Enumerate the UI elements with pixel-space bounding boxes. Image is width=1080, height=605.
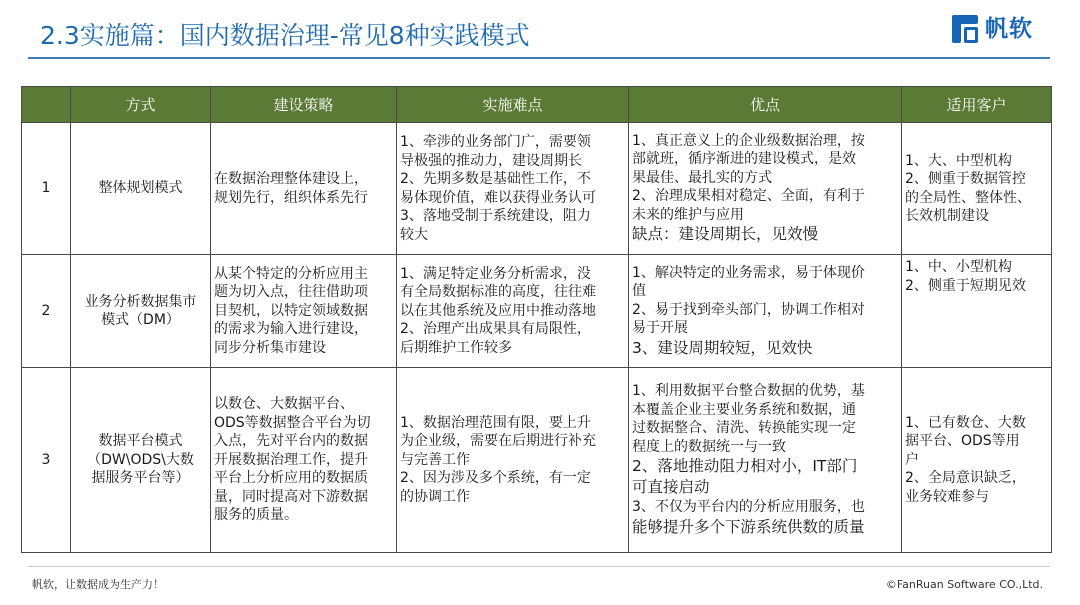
difficulty-line: 较大 [400, 226, 428, 243]
advantages-line: 缺点：建设周期长，见效慢 [632, 225, 819, 244]
strategy-line: 服务的质量。 [214, 507, 298, 524]
table-row [22, 368, 1052, 553]
difficulty-line: 以在其他系统及应用中推动落地 [400, 302, 596, 319]
brand-name: 帆软 [985, 16, 1033, 42]
customers-line: 长效机制建设 [905, 208, 989, 224]
difficulty-line: 3、落地受制于系统建设，阻力 [400, 208, 591, 224]
difficulty-line: 1、满足特定业务分析需求，没 [400, 265, 591, 282]
difficulty-line: 2、因为涉及多个系统，有一定 [400, 470, 591, 487]
title-divider [28, 57, 1050, 59]
mode-cell [71, 255, 211, 368]
advantages-line: 1、真正意义上的企业级数据治理，按 [632, 132, 865, 149]
practice-mode-table [21, 86, 1052, 553]
header-strategy: 建设策略 [211, 87, 397, 123]
strategy-line: 同步分析集市建设 [214, 339, 326, 356]
advantages-cell [629, 255, 902, 368]
strategy-cell [211, 368, 397, 553]
mode-line: 模式（DM） [101, 312, 180, 328]
mode-line: （DW\ODS\大数 [87, 451, 194, 468]
header-index [22, 87, 71, 123]
customers-line: 2、侧重于数据管控 [905, 171, 1026, 187]
strategy-line: 的需求为输入进行建设， [214, 321, 368, 338]
strategy-line: 入点，先对平台内的数据 [214, 433, 368, 450]
strategy-line: 开展数据治理工作，提升 [214, 451, 368, 468]
footer-slogan: 帆软，让数据成为生产力！ [32, 578, 164, 591]
strategy-line: 在数据治理整体建设上， [214, 171, 368, 187]
advantages-line: 2、落地推动阻力相对小，IT部门 [632, 457, 858, 476]
header-customers: 适用客户 [902, 87, 1052, 123]
advantages-line: 2、治理成果相对稳定、全面，有利于 [632, 188, 865, 205]
customers-line: 2、全局意识缺乏， [905, 470, 1026, 487]
table-row [22, 255, 1052, 368]
customers-line: 1、中、小型机构 [905, 259, 1012, 275]
difficulty-line: 易体现价值，难以获得业务认可 [400, 189, 596, 206]
difficulty-line: 1、数据治理范围有限，要上升 [400, 414, 591, 431]
strategy-line: 平台上分析应用的数据质 [214, 470, 368, 487]
footer-divider [28, 566, 1050, 567]
row-index: 3 [22, 368, 71, 553]
mode-line: 业务分析数据集市 [84, 293, 197, 310]
header-advantages: 优点 [629, 87, 902, 123]
advantages-line: 1、解决特定的业务需求，易于体现价 [632, 264, 865, 281]
customers-line: 据平台、ODS等用 [905, 433, 1020, 450]
advantages-line: 部就班，循序渐进的建设模式，是效 [632, 151, 856, 168]
customers-line: 业务较难参与 [905, 488, 989, 505]
page-title: 2.3实施篇：国内数据治理-常见8种实践模式 [40, 21, 530, 50]
strategy-line: 题为切入点，往往借助项 [214, 284, 368, 301]
table-row [22, 123, 1052, 255]
header-difficulty: 实施难点 [397, 87, 629, 123]
advantages-line: 未来的维护与应用 [632, 206, 744, 223]
strategy-line: 从某个特定的分析应用主 [214, 265, 368, 282]
difficulty-line: 的协调工作 [400, 488, 470, 505]
difficulty-line: 1、牵涉的业务部门广，需要领 [400, 134, 591, 150]
advantages-line: 果最佳、最扎实的方式 [632, 169, 772, 186]
strategy-line: 目契机，以特定领域数据 [214, 302, 368, 319]
brand-logo [951, 12, 1033, 46]
mode-line: 整体规划模式 [98, 180, 183, 197]
advantages-line: 1、利用数据平台整合数据的优势，基 [632, 383, 865, 400]
table-header-row [22, 87, 1052, 123]
customers-line: 2、侧重于短期见效 [905, 277, 1026, 294]
difficulty-line: 有全局数据标准的高度，往往难 [400, 284, 596, 301]
customers-line: 的全局性、整体性、 [905, 189, 1031, 206]
fanruan-logo-icon [951, 14, 979, 44]
strategy-line: 规划先行，组织体系先行 [214, 189, 368, 206]
row-index: 2 [22, 255, 71, 368]
row-index: 1 [22, 123, 71, 255]
customers-line: 1、大、中型机构 [905, 152, 1012, 169]
customers-cell [902, 368, 1052, 553]
advantages-line: 易于开展 [632, 320, 688, 336]
advantages-line: 能够提升多个下游系统供数的质量 [632, 517, 865, 536]
difficulty-line: 导极强的推动力，建设周期长 [400, 152, 582, 169]
advantages-cell [629, 123, 902, 255]
advantages-line: 值 [632, 283, 646, 299]
difficulty-line: 为企业级，需要在后期进行补充 [400, 433, 596, 450]
difficulty-line: 2、先期多数是基础性工作，不 [400, 171, 591, 187]
mode-line: 据服务平台等） [91, 470, 190, 487]
mode-cell [71, 368, 211, 553]
advantages-line: 3、建设周期较短，见效快 [632, 338, 813, 357]
difficulty-cell [397, 368, 629, 553]
advantages-line: 程度上的数据统一与一致 [632, 438, 786, 455]
strategy-cell [211, 123, 397, 255]
header-mode: 方式 [71, 87, 211, 123]
difficulty-line: 后期维护工作较多 [400, 339, 512, 356]
customers-line: 1、已有数仓、大数 [905, 414, 1026, 431]
advantages-line: 可直接启动 [632, 478, 710, 497]
difficulty-line: 与完善工作 [400, 451, 470, 468]
advantages-line: 3、不仅为平台内的分析应用服务，也 [632, 499, 865, 516]
difficulty-cell [397, 255, 629, 368]
difficulty-cell [397, 123, 629, 255]
advantages-line: 本覆盖企业主要业务系统和数据，通 [632, 401, 856, 418]
customers-cell [902, 255, 1052, 368]
advantages-line: 过数据整合、清洗、转换能实现一定 [632, 420, 856, 437]
strategy-line: ODS等数据整合平台为切 [214, 414, 371, 431]
customers-cell [902, 123, 1052, 255]
strategy-line: 量，同时提高对下游数据 [214, 488, 368, 505]
footer-copyright: ©FanRuan Software CO.,Ltd. [885, 578, 1043, 591]
mode-line: 数据平台模式 [98, 433, 183, 450]
customers-line: 户 [905, 451, 919, 468]
mode-cell [71, 123, 211, 255]
advantages-line: 2、易于找到牵头部门，协调工作相对 [632, 301, 865, 318]
strategy-line: 以数仓、大数据平台、 [214, 396, 354, 413]
strategy-cell [211, 255, 397, 368]
advantages-cell [629, 368, 902, 553]
difficulty-line: 2、治理产出成果具有局限性， [400, 321, 591, 338]
